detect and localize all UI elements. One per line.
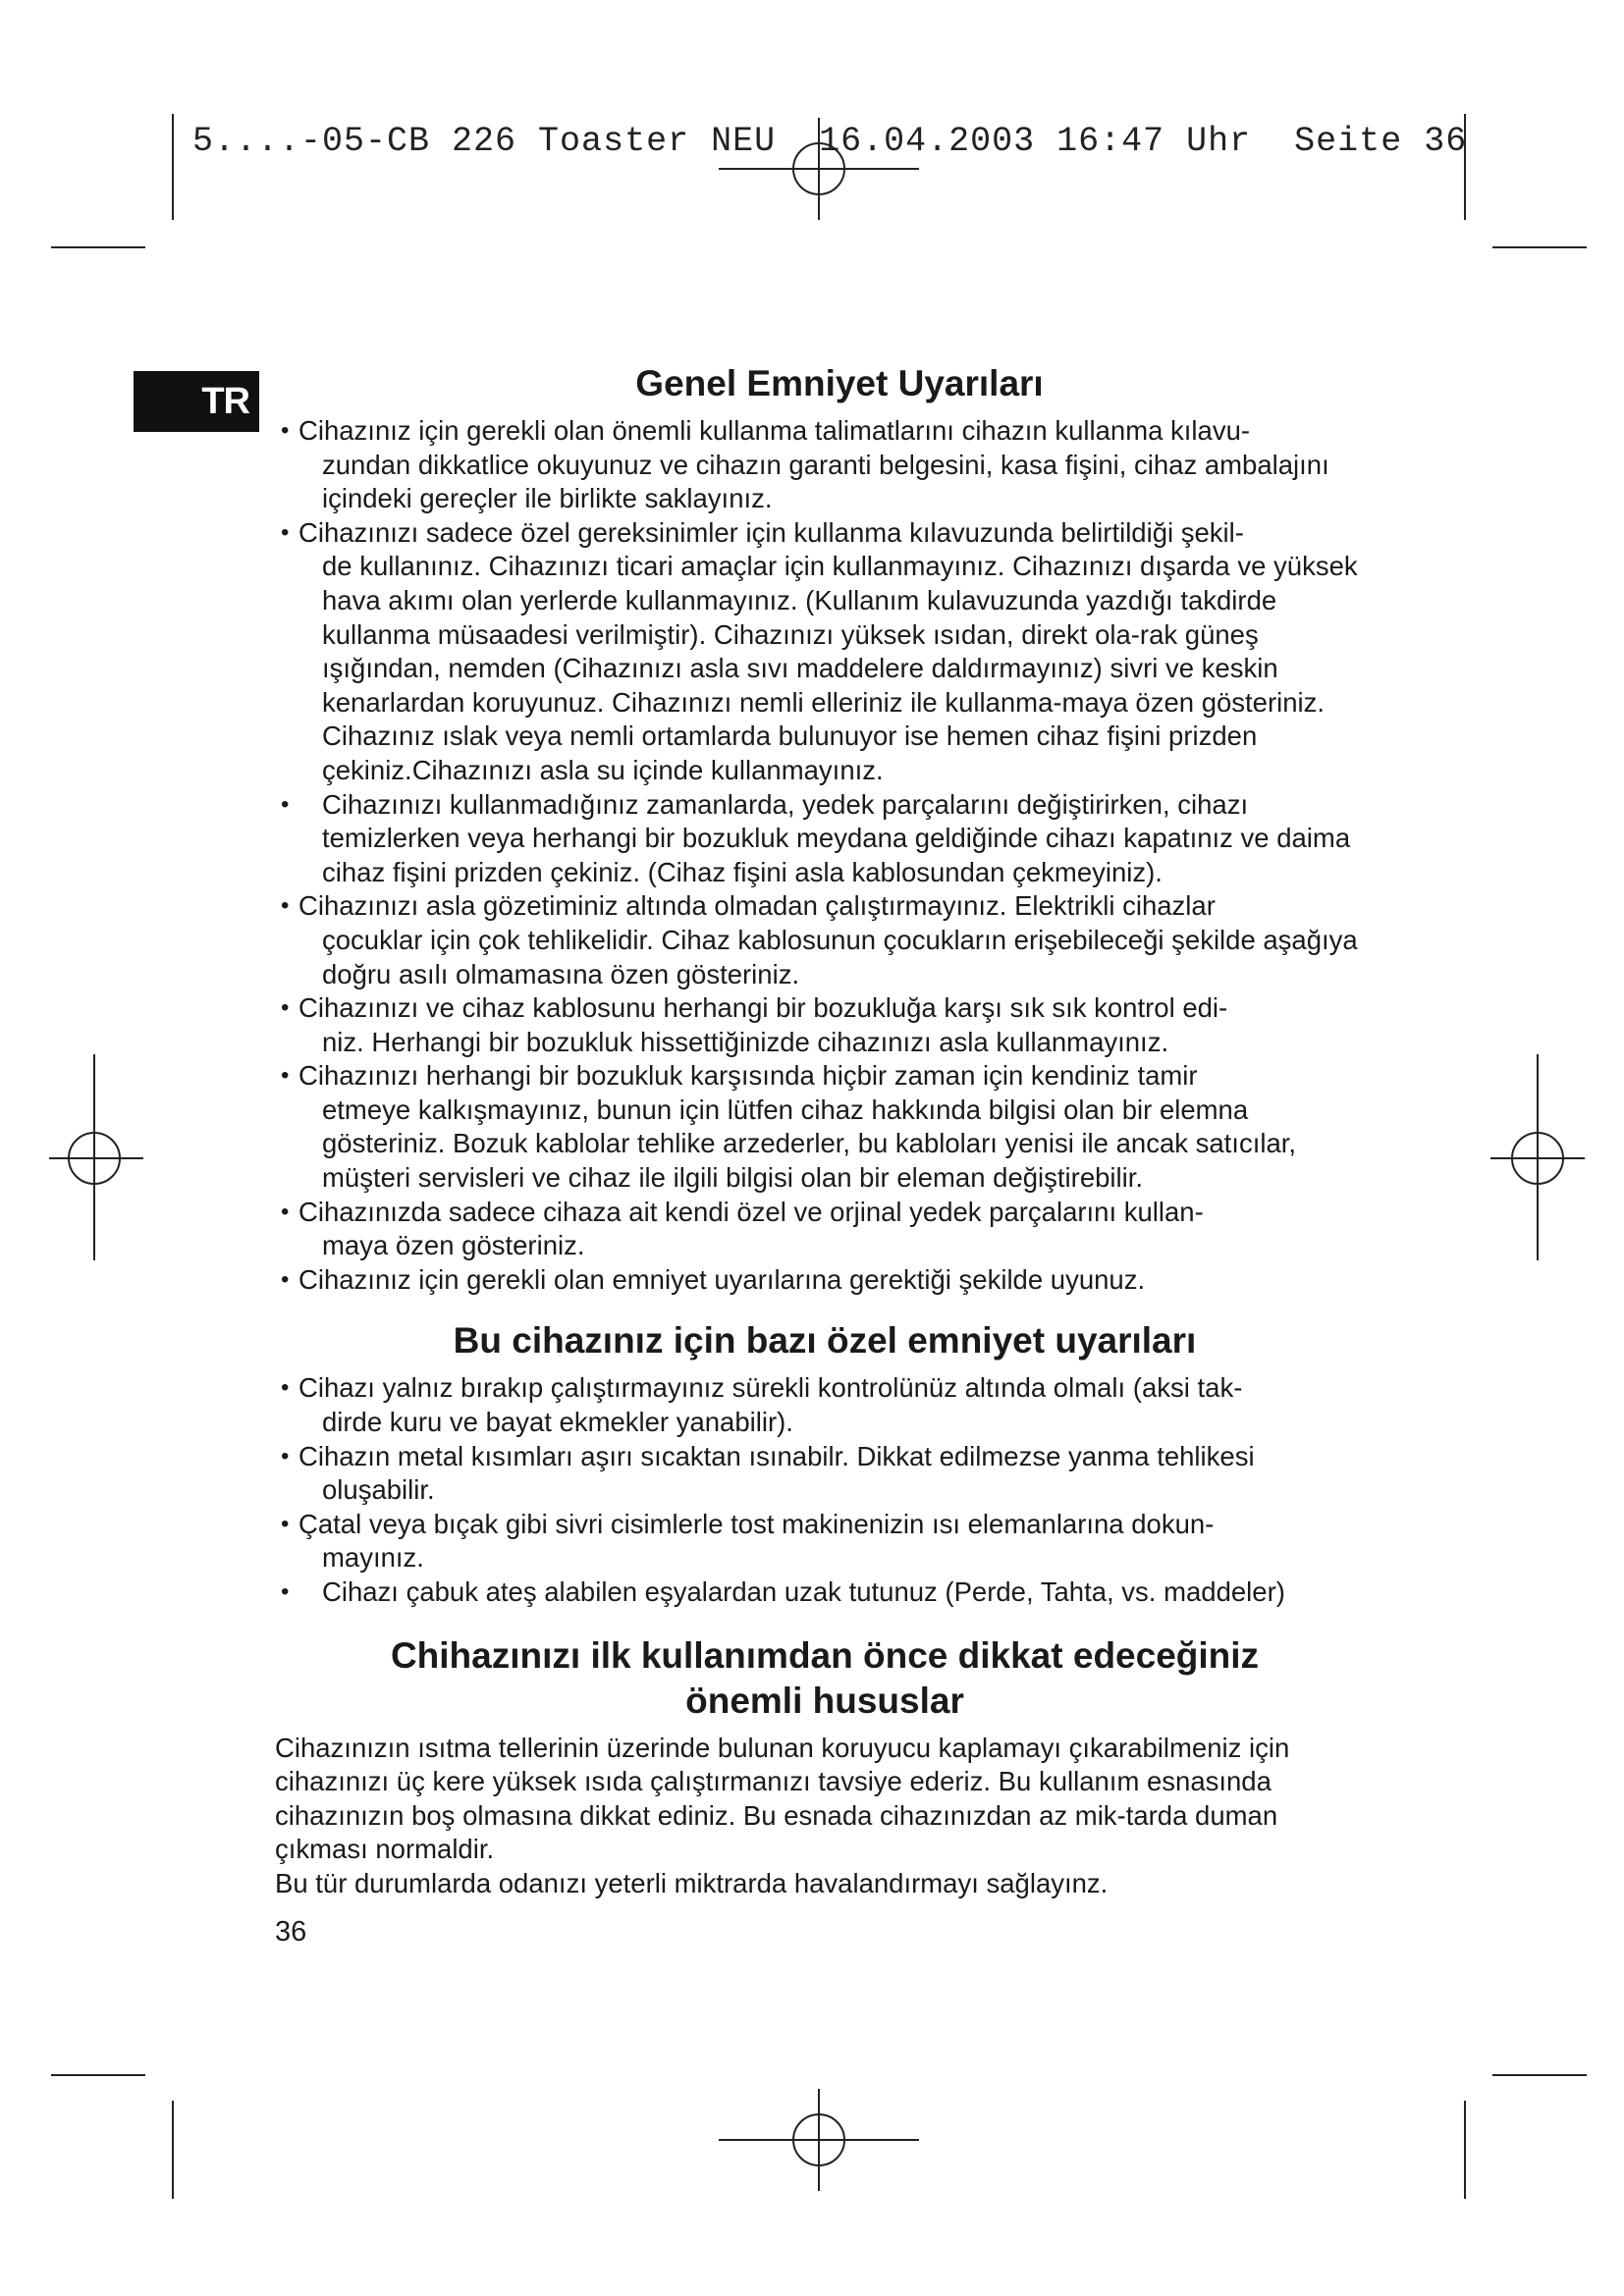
general-safety-list (275, 414, 1375, 1297)
list-item: • Cihazınızı asla gözetiminiz altında olmadan çalıştırmayınız. Elektrikli cihazlar çocuklar için çok tehlikelidir. Cihaz kablosunun çocukların erişebileceği şekilde aşağıya doğru asılı olmamasına özen gösteriniz. (275, 889, 1375, 991)
list-item: • Cihazı çabuk ateş alabilen eşyalardan uzak tutunuz (Perde, Tahta, vs. maddeler) (275, 1575, 1375, 1610)
language-tab: TR (134, 371, 259, 432)
list-item: • Cihazınız için gerekli olan önemli kullanma talimatlarını cihazın kullanma kılavu- zundan dikkatlice okuyunuz ve cihazın garanti belgesini, kasa fişini, cihaz ambalajını içindeki gereçler ile birlikte saklayınız. (275, 414, 1375, 516)
list-item: • Cihazınızı kullanmadığınız zamanlarda, yedek parçalarını değiştirirken, cihazı temizlerken veya herhangi bir bozukluk meydana geldiğinde cihazı kapatınız ve daima cihaz fişini prizden çekiniz. (Cihaz fişini asla kablosundan çekmeyiniz). (275, 788, 1375, 890)
section-title-line-1: Chihazınızı ilk kullanımdan önce dikkat edeceğiniz (390, 1634, 1260, 1676)
list-item: • Cihazınızı ve cihaz kablosunu herhangi bir bozukluğa karşı sık sık kontrol edi- niz. Herhangi bir bozukluk hissettiğinizde cihazınızı asla kullanmayınız. (275, 991, 1375, 1059)
page-number: 36 (275, 1915, 307, 1948)
document-body (275, 361, 1375, 1949)
list-item: • Cihazınızı herhangi bir bozukluk karşısında hiçbir zaman için kendiniz tamir etmeye kalkışmayınız, bunun için lütfen cihaz hakkında bilgisi olan bir elemna gösteriniz. Bozuk kablolar tehlike arzederler, bu kabloları yenisi ile ancak satıcılar, müşteri servisleri ve cihaz ile ilgili bilgisi olan bir eleman değiştirebilir. (275, 1059, 1375, 1195)
registration-mark-left (49, 1054, 143, 1260)
registration-mark-bottom (719, 2089, 919, 2191)
list-item: • Cihazı yalnız bırakıp çalıştırmayınız sürekli kontrolünüz altında olmalı (aksi tak- dirde kuru ve bayat ekmekler yanabilir). (275, 1371, 1375, 1439)
section-title-general-safety: Genel Emniyet Uyarıları (635, 363, 1044, 403)
list-item: • Cihazın metal kısımları aşırı sıcaktan ısınabilr. Dikkat edilmezse yanma tehlikesi oluşabilir. (275, 1440, 1375, 1508)
ventilation-paragraph: Bu tür durumlarda odanızı yeterli miktrarda havalandırmayı sağlayınz. (275, 1867, 1109, 1898)
list-item: • Çatal veya bıçak gibi sivri cisimlerle tost makinenizin ısı elemanlarına dokun- mayınız. (275, 1508, 1375, 1575)
list-item: • Cihazınızda sadece cihaza ait kendi özel ve orjinal yedek parçalarını kullan- maya özen gösteriniz. (275, 1196, 1375, 1263)
section-title-line-2: önemli hususlar (685, 1680, 964, 1721)
print-slug: 5....-05-CB 226 Toaster NEU 16.04.2003 16:47 Uhr Seite 36 (192, 122, 1468, 161)
list-item: • Cihazınızı sadece özel gereksinimler için kullanma kılavuzunda belirtildiği şekil- de kullanınız. Cihazınızı ticari amaçlar için kullanmayınız. Cihazınızı dışarda ve yüksek hava akımı olan yerlerde kullanmayınız. (Kullanım kulavuzunda yazdığı takdirde kullanma müsaadesi verilmiştir). Cihazınızı yüksek ısıdan, direkt ola-rak güneş ışığından, nemden (Cihazınızı asla sıvı maddelere daldırmayınız) sivri ve keskin kenarlardan koruyunuz. Cihazınızı nemli elleriniz ile kullanma-maya özen gösteriniz. Cihazınız ıslak veya nemli ortamlarda bulunuyor ise hemen cihaz fişini prizden çekiniz.Cihazınızı asla su içinde kullanmayınız. (275, 516, 1375, 788)
section-title-special-safety: Bu cihazınız için bazı özel emniyet uyarıları (453, 1320, 1197, 1362)
list-item: • Cihazınız için gerekli olan emniyet uyarılarına gerektiği şekilde uyunuz. (275, 1263, 1375, 1298)
section-title-before-first-use (275, 1633, 1375, 1724)
first-use-paragraph: Cihazınızın ısıtma tellerinin üzerinde bulunan koruyucu kaplamayı çıkarabilmeniz için cihazınızı üç kere yüksek ısıda çalıştırmanızı tavsiye ederiz. Bu kullanım esnasında cihazınızın boş olmasına dikkat ediniz. Bu esnada cihazınızdan az mik-tarda duman çıkması normaldir. (275, 1732, 1290, 1865)
registration-mark-right (1490, 1054, 1585, 1260)
special-safety-list (275, 1371, 1375, 1609)
